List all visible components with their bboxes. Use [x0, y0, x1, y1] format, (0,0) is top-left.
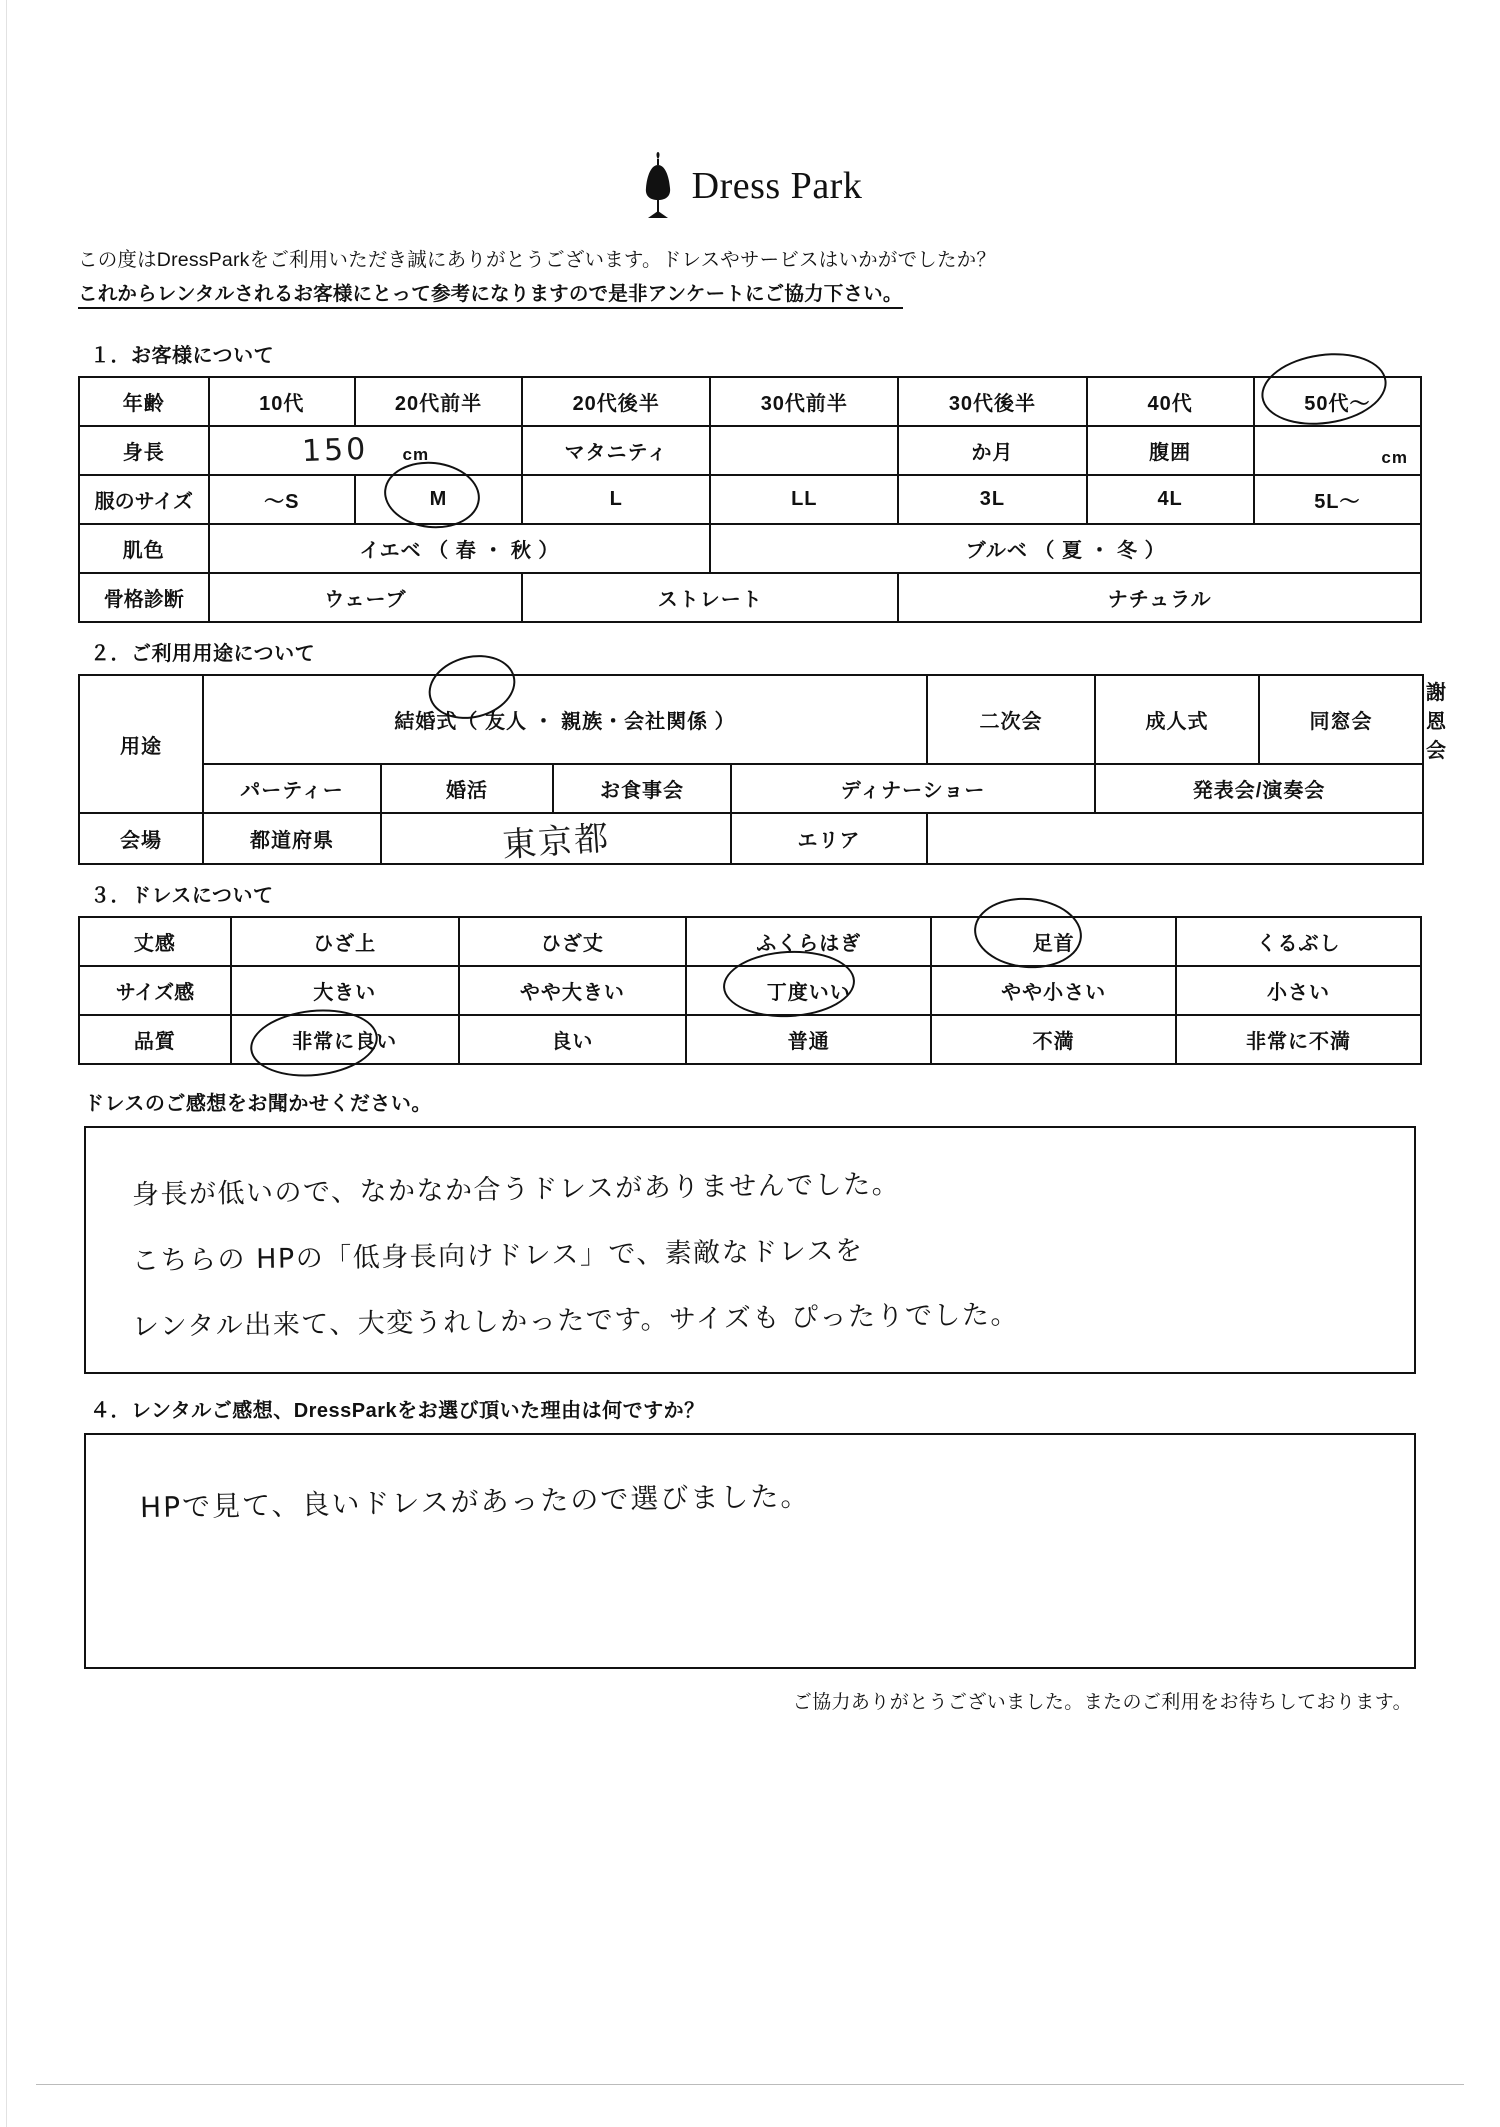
size-option-4l[interactable]: 4L [1087, 475, 1254, 524]
waist-unit: cm [1381, 448, 1408, 467]
row-label-body-type: 骨格診断 [79, 573, 209, 622]
dress-form-icon [638, 150, 678, 222]
table-row-fit [79, 966, 1421, 1015]
row-label-clothing-size: 服のサイズ [79, 475, 209, 524]
purpose-option-reunion[interactable]: 同窓会 [1259, 675, 1423, 764]
size-option-ll[interactable]: LL [710, 475, 898, 524]
maternity-label[interactable]: マタニティ [522, 426, 710, 475]
free-comment-box[interactable] [84, 1126, 1416, 1374]
quality-option-good[interactable]: 良い [459, 1015, 687, 1064]
age-option-50s[interactable]: 50代〜 [1254, 377, 1421, 426]
length-option-knee[interactable]: ひざ丈 [459, 917, 687, 966]
survey-sheet [78, 150, 1448, 1714]
size-option-5l[interactable]: 5L〜 [1254, 475, 1421, 524]
table-row-venue [79, 813, 1423, 864]
size-option-m[interactable]: M [355, 475, 522, 524]
venue-pref-input[interactable] [381, 813, 731, 864]
row-label-skin-tone: 肌色 [79, 524, 209, 573]
body-type-option-straight[interactable]: ストレート [522, 573, 898, 622]
purpose-table [78, 674, 1448, 866]
question-4-text [86, 1435, 1414, 1525]
table-row-body-type [79, 573, 1421, 622]
quality-option-very-dissatisfied[interactable]: 非常に不満 [1176, 1015, 1421, 1064]
free-comment-line-3: レンタル出来て、大変うれしかったです。サイズも ぴったりでした。 [131, 1299, 1020, 1343]
age-option-10s[interactable]: 10代 [209, 377, 355, 426]
row-label-length: 丈感 [79, 917, 231, 966]
row-label-quality: 品質 [79, 1015, 231, 1064]
section-3-title: ３．ドレスについて [90, 885, 274, 907]
age-option-40s[interactable]: 40代 [1087, 377, 1254, 426]
purpose-option-afterparty[interactable]: 二次会 [927, 675, 1095, 764]
quality-option-excellent[interactable]: 非常に良い [231, 1015, 459, 1064]
intro-line-1: この度はDressParkをご利用いただき誠にありがとうございます。ドレスやサービスはいかがでしたか？ [78, 249, 997, 271]
table-row-length [79, 917, 1421, 966]
purpose-option-matchmaking[interactable]: 婚活 [381, 764, 553, 813]
table-row-height [79, 426, 1421, 475]
venue-area-label: エリア [731, 813, 927, 864]
length-option-above-knee[interactable]: ひざ上 [231, 917, 459, 966]
row-label-purpose: 用途 [79, 675, 203, 813]
purpose-option-party[interactable]: パーティー [203, 764, 381, 813]
body-type-option-wave[interactable]: ウェーブ [209, 573, 523, 622]
age-option-20s-early[interactable]: 20代前半 [355, 377, 522, 426]
fit-option-slightly-large[interactable]: やや大きい [459, 966, 687, 1015]
length-option-ankle[interactable]: 足首 [931, 917, 1176, 966]
size-option-l[interactable]: L [522, 475, 710, 524]
question-4-box[interactable] [84, 1433, 1416, 1669]
venue-area-input[interactable] [927, 813, 1423, 864]
height-input-cell[interactable] [209, 426, 523, 475]
scan-artifact-line [36, 2084, 1464, 2085]
purpose-option-dinner-show[interactable]: ディナーショー [731, 764, 1095, 813]
maternity-months-input[interactable] [710, 426, 898, 475]
section-1-title: １．お客様について [90, 345, 275, 367]
height-value: 150 [301, 431, 369, 470]
age-option-20s-late[interactable]: 20代後半 [522, 377, 710, 426]
purpose-option-coming-of-age[interactable]: 成人式 [1095, 675, 1259, 764]
length-option-anklebone[interactable]: くるぶし [1176, 917, 1421, 966]
fit-option-small[interactable]: 小さい [1176, 966, 1421, 1015]
purpose-option-dining[interactable]: お食事会 [553, 764, 731, 813]
quality-option-normal[interactable]: 普通 [686, 1015, 931, 1064]
row-label-age: 年齢 [79, 377, 209, 426]
length-option-calf[interactable]: ふくらはぎ [686, 917, 931, 966]
question-4-title: ４．レンタルご感想、DressParkをお選び頂いた理由は何ですか？ [90, 1400, 705, 1422]
free-comment-label: ドレスのご感想をお聞かせください。 [84, 1093, 432, 1115]
waist-input-cell[interactable] [1254, 426, 1421, 475]
page-edge-line [6, 0, 7, 2127]
skin-tone-option-yellow[interactable]: イエベ （ 春 ・ 秋 ） [209, 524, 711, 573]
table-row-purpose-2 [79, 764, 1423, 813]
body-type-option-natural[interactable]: ナチュラル [898, 573, 1421, 622]
fit-option-slightly-small[interactable]: やや小さい [931, 966, 1176, 1015]
purpose-option-recital[interactable]: 発表会/演奏会 [1095, 764, 1423, 813]
customer-info-table [78, 376, 1422, 623]
free-comment-line-2: こちらの HPの「低身長向けドレス」で、素敵なドレスを [131, 1235, 864, 1277]
dress-table [78, 916, 1422, 1065]
table-row-purpose-1: 用途 結婚式（ 友人 ・ 親族・会社関係 ） 二次会 成人式 同窓会 謝恩会 [79, 675, 1423, 764]
fit-option-large[interactable]: 大きい [231, 966, 459, 1015]
age-option-30s-late[interactable]: 30代後半 [898, 377, 1086, 426]
free-comment-text [86, 1128, 1414, 1352]
height-unit: cm [402, 445, 430, 464]
size-option-3l[interactable]: 3L [898, 475, 1086, 524]
size-option-s[interactable]: 〜S [209, 475, 355, 524]
table-row-clothing-size [79, 475, 1421, 524]
skin-tone-option-blue[interactable]: ブルベ （ 夏 ・ 冬 ） [710, 524, 1421, 573]
footer-thanks: ご協力ありがとうございました。またのご利用をお待ちしております。 [792, 1692, 1412, 1713]
free-comment-line-1: 身長が低いので、なかなか合うドレスがありませんでした。 [131, 1168, 901, 1211]
brand-name: Dress Park [691, 165, 863, 207]
row-label-fit: サイズ感 [79, 966, 231, 1015]
table-row-quality [79, 1015, 1421, 1064]
maternity-months-label: か月 [898, 426, 1086, 475]
fit-option-just-right[interactable]: 丁度いい [686, 966, 931, 1015]
section-2-title: ２．ご利用用途について [90, 643, 316, 665]
venue-pref-label: 都道府県 [203, 813, 381, 864]
venue-pref-value: 東京都 [500, 818, 612, 866]
row-label-height: 身長 [79, 426, 209, 475]
waist-label: 腹囲 [1087, 426, 1254, 475]
age-option-30s-early[interactable]: 30代前半 [710, 377, 898, 426]
brand-header [78, 150, 1422, 222]
table-row-age [79, 377, 1421, 426]
purpose-option-wedding[interactable]: 結婚式（ 友人 ・ 親族・会社関係 ） [203, 675, 927, 764]
row-label-venue: 会場 [79, 813, 203, 864]
question-4-line-1: HPで見て、良いドレスがあったので選びました。 [139, 1479, 811, 1525]
table-row-skin-tone [79, 524, 1421, 573]
intro-line-2: これからレンタルされるお客様にとって参考になりますので是非アンケートにご協力下さい。 [78, 278, 903, 309]
quality-option-dissatisfied[interactable]: 不満 [931, 1015, 1176, 1064]
